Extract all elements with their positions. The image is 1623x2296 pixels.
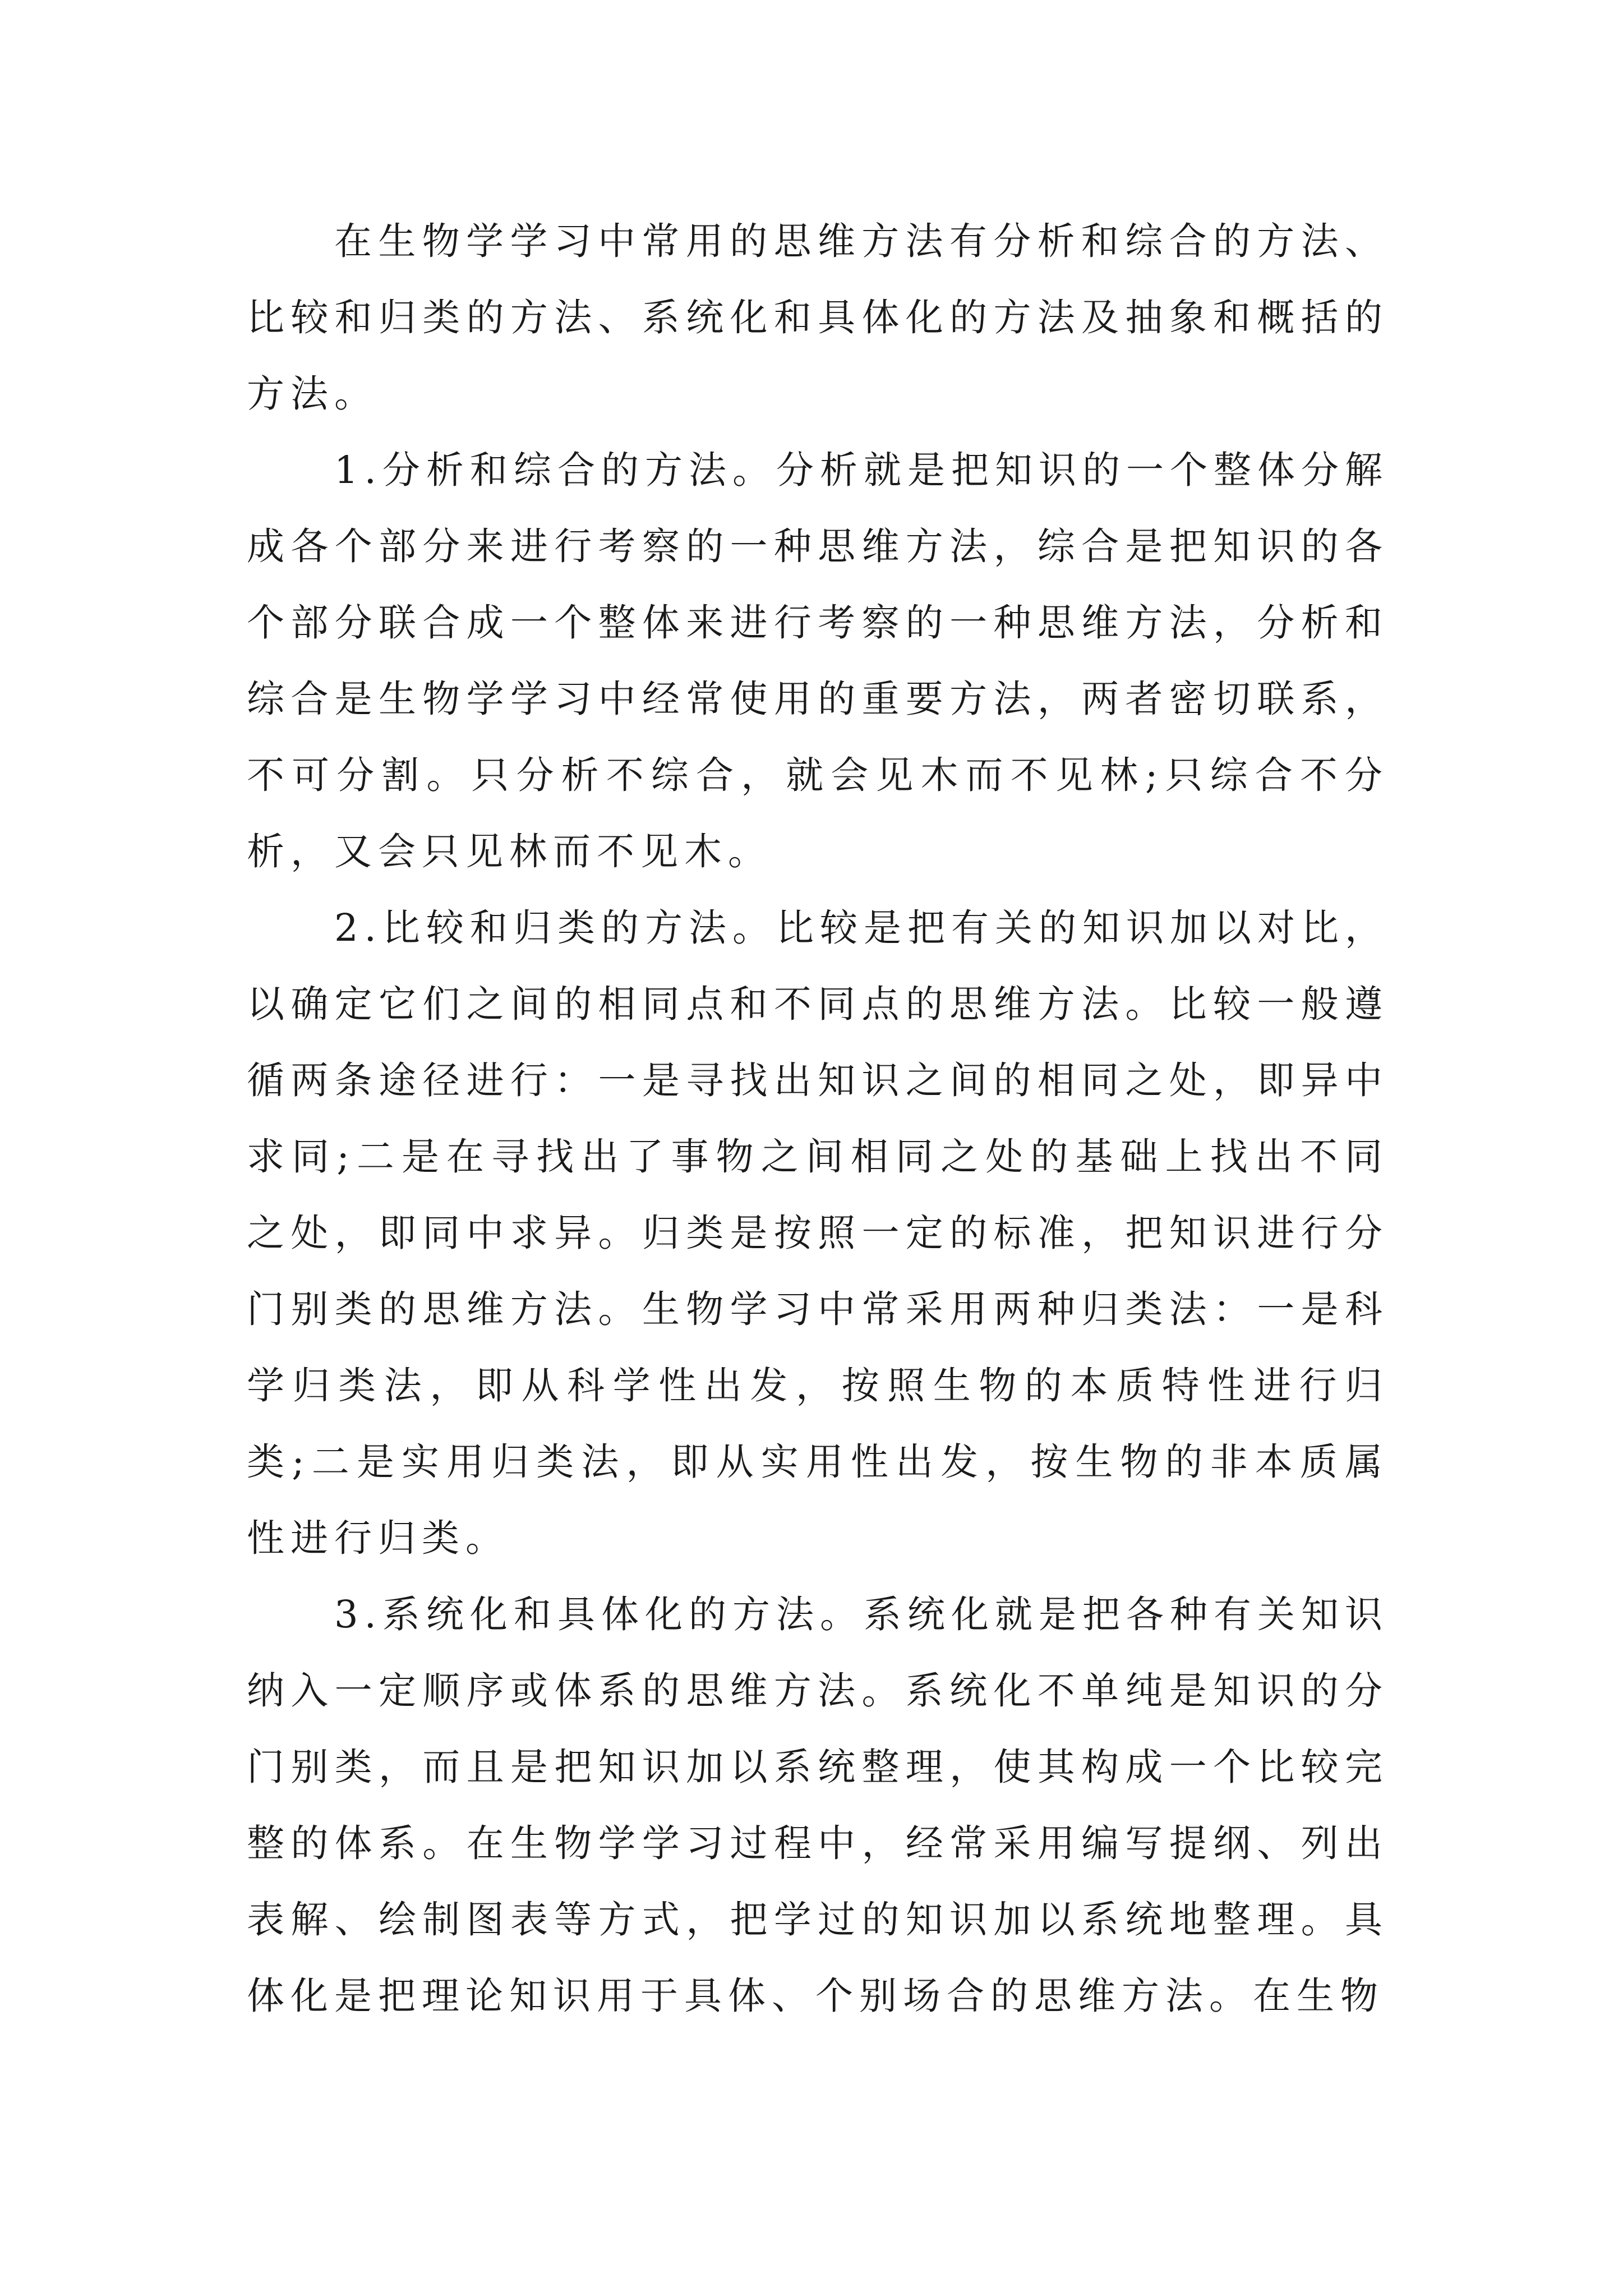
paragraph-comparison-classification: 2.比较和归类的方法。比较是把有关的知识加以对比，以确定它们之间的相同点和不同点的思维方法。比较一般遵循两条途径进行：一是寻找出知识之间的相同之处，即异中求同;二是在寻找出了事物之间相同之处的基础上找出不同之处，即同中求异。归类是按照一定的标准，把知识进行分门别类的思维方法。生物学习中常采用两种归类法：一是科学归类法，即从科学性出发，按照生物的本质特性进行归类;二是实用归类法，即从实用性出发，按生物的非本质属性进行归类。: [247, 906, 1389, 1560]
document-body: [247, 203, 1389, 2034]
intro-paragraph: 在生物学学习中常用的思维方法有分析和综合的方法、比较和归类的方法、系统化和具体化的方法及抽象和概括的方法。: [247, 219, 1389, 416]
paragraph-analysis-synthesis: 1.分析和综合的方法。分析就是把知识的一个整体分解成各个部分来进行考察的一种思维方法，综合是把知识的各个部分联合成一个整体来进行考察的一种思维方法，分析和综合是生物学学习中经常使用的重要方法，两者密切联系，不可分割。只分析不综合，就会见木而不见林;只综合不分析，又会只见林而不见木。: [247, 448, 1389, 873]
paragraph-systematization-concretization: 3.系统化和具体化的方法。系统化就是把各种有关知识纳入一定顺序或体系的思维方法。系统化不单纯是知识的分门别类，而且是把知识加以系统整理，使其构成一个比较完整的体系。在生物学学习过程中，经常采用编写提纲、列出表解、绘制图表等方式，把学过的知识加以系统地整理。具体化是把理论知识用于具体、个别场合的思维方法。在生物: [247, 1593, 1389, 2018]
